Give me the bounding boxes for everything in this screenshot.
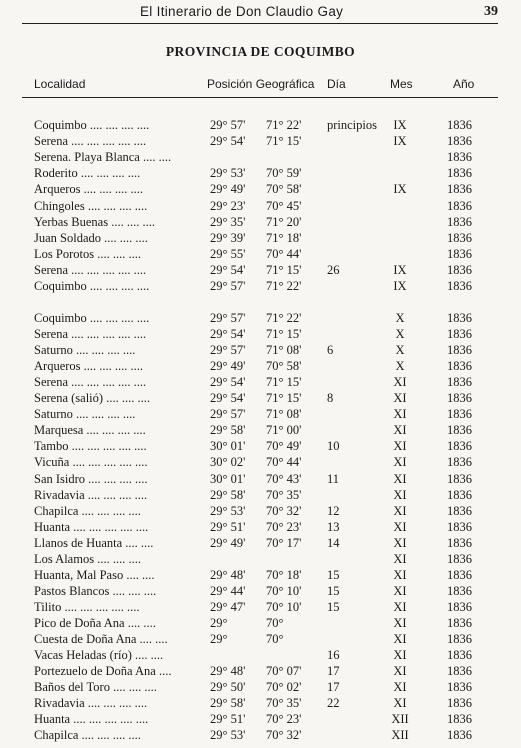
latitude-cell: 29° 58'	[210, 487, 246, 502]
table-row	[0, 375, 521, 391]
month-cell: IX	[393, 134, 407, 149]
locality-cell: Coquimbo .... .... .... ....	[34, 118, 150, 132]
day-cell: 17	[327, 680, 340, 695]
longitude-cell: 70° 44'	[266, 246, 302, 261]
longitude-cell: 70°	[266, 615, 284, 630]
latitude-cell: 29° 55'	[210, 246, 246, 261]
locality-cell: Tambo .... .... .... .... ....	[34, 439, 147, 454]
table-row	[0, 568, 521, 584]
table-row	[0, 536, 521, 552]
locality-cell: Los Porotos .... .... ....	[34, 246, 141, 261]
month-cell: XI	[393, 615, 407, 630]
latitude-cell: 29° 35'	[210, 214, 246, 229]
day-cell: 16	[327, 648, 340, 663]
month-cell: XI	[393, 503, 407, 518]
month-cell: XI	[393, 519, 407, 534]
year-cell: 1836	[447, 535, 472, 550]
year-cell: 1836	[447, 118, 472, 132]
table-row	[0, 504, 521, 520]
month-cell: XI	[393, 696, 407, 711]
year-cell: 1836	[447, 503, 472, 518]
year-cell: 1836	[447, 615, 472, 630]
month-cell: IX	[393, 262, 407, 277]
year-cell: 1836	[447, 407, 472, 422]
month-cell: XI	[393, 439, 407, 454]
latitude-cell: 29° 57'	[210, 311, 246, 325]
month-cell: X	[395, 327, 405, 342]
day-cell: 17	[327, 664, 340, 679]
year-cell: 1836	[447, 680, 472, 695]
table-header-rule	[22, 97, 498, 98]
month-cell: IX	[393, 118, 407, 132]
locality-cell: Arqueros .... .... .... ....	[34, 182, 144, 197]
longitude-cell: 71° 08'	[266, 343, 302, 358]
month-cell: XII	[391, 712, 409, 727]
page-number: 39	[484, 4, 498, 19]
latitude-cell: 29° 39'	[210, 230, 246, 245]
latitude-cell: 29° 54'	[210, 391, 246, 406]
year-cell: 1836	[447, 583, 472, 598]
table-row	[0, 728, 521, 744]
longitude-cell: 71° 00'	[266, 423, 302, 438]
table-row	[0, 327, 521, 343]
latitude-cell: 29° 51'	[210, 712, 246, 727]
latitude-cell: 29° 54'	[210, 375, 246, 390]
day-cell: 13	[327, 519, 340, 534]
month-cell: X	[395, 311, 405, 325]
longitude-cell: 71° 22'	[266, 279, 302, 293]
locality-cell: Los Alamos .... .... ....	[34, 551, 141, 566]
longitude-cell: 70° 17'	[266, 535, 302, 550]
month-cell: XI	[393, 487, 407, 502]
year-cell: 1836	[447, 375, 472, 390]
table-row	[0, 407, 521, 423]
year-cell: 1836	[447, 439, 472, 454]
header-rule	[22, 23, 498, 24]
longitude-cell: 70° 07'	[266, 664, 302, 679]
locality-cell: Arqueros .... .... .... ....	[34, 359, 144, 374]
locality-cell: San Isidro .... .... .... ....	[34, 471, 148, 486]
table-row	[0, 263, 521, 279]
locality-cell: Pastos Blancos .... .... ....	[34, 583, 157, 598]
year-cell: 1836	[447, 214, 472, 229]
latitude-cell: 30° 02'	[210, 455, 246, 470]
year-cell: 1836	[447, 166, 472, 181]
locality-cell: Serena .... .... .... .... ....	[34, 375, 147, 390]
month-cell: XI	[393, 632, 407, 646]
year-cell: 1836	[447, 182, 472, 197]
longitude-cell: 70° 45'	[266, 198, 302, 213]
longitude-cell: 70° 35'	[266, 696, 302, 711]
month-cell: XI	[393, 583, 407, 598]
longitude-cell: 70° 49'	[266, 439, 302, 454]
latitude-cell: 29°	[210, 632, 228, 646]
running-title: El Itinerario de Don Claudio Gay	[140, 4, 344, 19]
year-cell: 1836	[447, 327, 472, 342]
table-row	[0, 311, 521, 327]
table-row	[0, 600, 521, 616]
table-row	[0, 231, 521, 247]
locality-cell: Coquimbo .... .... .... ....	[34, 279, 150, 293]
day-cell: principios	[327, 118, 377, 132]
longitude-cell: 70° 02'	[266, 680, 302, 695]
column-header-position: Posición Geográfica	[207, 77, 315, 91]
table-row	[0, 215, 521, 231]
locality-cell: Serena. Playa Blanca .... ....	[34, 150, 172, 165]
table-row	[0, 488, 521, 504]
locality-cell: Juan Soldado .... .... ....	[34, 230, 148, 245]
latitude-cell: 29° 58'	[210, 696, 246, 711]
running-header	[0, 4, 521, 24]
table-row	[0, 616, 521, 632]
year-cell: 1836	[447, 455, 472, 470]
longitude-cell: 70° 44'	[266, 455, 302, 470]
year-cell: 1836	[447, 567, 472, 582]
longitude-cell: 70° 43'	[266, 471, 302, 486]
month-cell: XI	[393, 407, 407, 422]
month-cell: XI	[393, 680, 407, 695]
year-cell: 1836	[447, 311, 472, 325]
table-row	[0, 584, 521, 600]
longitude-cell: 70° 35'	[266, 487, 302, 502]
longitude-cell: 70° 23'	[266, 712, 302, 727]
table-row	[0, 166, 521, 182]
table-row	[0, 455, 521, 471]
month-cell: XII	[391, 728, 409, 743]
latitude-cell: 30° 01'	[210, 439, 246, 454]
month-cell: XI	[393, 567, 407, 582]
table-row	[0, 472, 521, 488]
longitude-cell: 71° 22'	[266, 118, 302, 132]
locality-cell: Vacas Heladas (río) .... ....	[34, 648, 164, 663]
latitude-cell: 29° 53'	[210, 166, 246, 181]
year-cell: 1836	[447, 423, 472, 438]
day-cell: 12	[327, 503, 340, 518]
year-cell: 1836	[447, 664, 472, 679]
table-row	[0, 712, 521, 728]
locality-cell: Cuesta de Doña Ana .... ....	[34, 632, 168, 646]
table-row	[0, 664, 521, 680]
longitude-cell: 70° 18'	[266, 567, 302, 582]
longitude-cell: 70° 59'	[266, 166, 302, 181]
longitude-cell: 71° 15'	[266, 375, 302, 390]
month-cell: XI	[393, 423, 407, 438]
table-row	[0, 439, 521, 455]
latitude-cell: 29° 57'	[210, 279, 246, 293]
day-cell: 11	[327, 471, 340, 486]
locality-cell: Saturno .... .... .... ....	[34, 407, 136, 422]
table-row	[0, 423, 521, 439]
locality-cell: Roderito .... .... .... ....	[34, 166, 141, 181]
locality-cell: Saturno .... .... .... ....	[34, 343, 136, 358]
latitude-cell: 30° 01'	[210, 471, 246, 486]
year-cell: 1836	[447, 262, 472, 277]
latitude-cell: 29° 49'	[210, 182, 246, 197]
longitude-cell: 71° 15'	[266, 327, 302, 342]
locality-cell: Chapilca .... .... .... ....	[34, 728, 141, 743]
longitude-cell: 70° 58'	[266, 359, 302, 374]
table-row	[0, 632, 521, 648]
table-row	[0, 343, 521, 359]
month-cell: IX	[393, 279, 407, 293]
column-header-year: Año	[453, 77, 475, 91]
locality-cell: Marquesa .... .... .... ....	[34, 423, 146, 438]
year-cell: 1836	[447, 471, 472, 486]
latitude-cell: 29°	[210, 615, 228, 630]
year-cell: 1836	[447, 712, 472, 727]
year-cell: 1836	[447, 279, 472, 293]
locality-cell: Serena .... .... .... .... ....	[34, 262, 147, 277]
year-cell: 1836	[447, 134, 472, 149]
table-row	[0, 696, 521, 712]
table-row	[0, 118, 521, 134]
year-cell: 1836	[447, 246, 472, 261]
longitude-cell: 71° 20'	[266, 214, 302, 229]
column-header-locality: Localidad	[34, 77, 86, 91]
longitude-cell: 70° 10'	[266, 583, 302, 598]
month-cell: XI	[393, 455, 407, 470]
year-cell: 1836	[447, 343, 472, 358]
month-cell: IX	[393, 182, 407, 197]
table-row	[0, 199, 521, 215]
longitude-cell: 71° 15'	[266, 391, 302, 406]
table-row	[0, 247, 521, 263]
locality-cell: Chingoles .... .... .... ....	[34, 198, 148, 213]
year-cell: 1836	[447, 696, 472, 711]
column-header-day: Día	[327, 77, 346, 91]
longitude-cell: 70° 23'	[266, 519, 302, 534]
locality-cell: Pico de Doña Ana .... ....	[34, 615, 156, 630]
longitude-cell: 71° 22'	[266, 311, 302, 325]
table-row	[0, 520, 521, 536]
longitude-cell: 71° 08'	[266, 407, 302, 422]
latitude-cell: 29° 44'	[210, 583, 246, 598]
table-row	[0, 134, 521, 150]
year-cell: 1836	[447, 487, 472, 502]
year-cell: 1836	[447, 198, 472, 213]
year-cell: 1836	[447, 551, 472, 566]
locality-cell: Tilito .... .... .... .... ....	[34, 599, 140, 614]
latitude-cell: 29° 53'	[210, 728, 246, 743]
year-cell: 1836	[447, 230, 472, 245]
latitude-cell: 29° 49'	[210, 535, 246, 550]
day-cell: 22	[327, 696, 340, 711]
month-cell: XI	[393, 648, 407, 663]
locality-cell: Baños del Toro .... .... ....	[34, 680, 157, 695]
day-cell: 10	[327, 439, 340, 454]
table-row	[0, 150, 521, 166]
latitude-cell: 29° 23'	[210, 198, 246, 213]
locality-cell: Serena .... .... .... .... ....	[34, 327, 147, 342]
day-cell: 15	[327, 583, 340, 598]
latitude-cell: 29° 53'	[210, 503, 246, 518]
year-cell: 1836	[447, 632, 472, 646]
month-cell: XI	[393, 551, 407, 566]
longitude-cell: 70° 32'	[266, 728, 302, 743]
table-row	[0, 648, 521, 664]
table-row	[0, 279, 521, 295]
locality-cell: Chapilca .... .... .... ....	[34, 503, 141, 518]
month-cell: XI	[393, 535, 407, 550]
latitude-cell: 29° 54'	[210, 327, 246, 342]
latitude-cell: 29° 57'	[210, 118, 246, 132]
locality-cell: Yerbas Buenas .... .... ....	[34, 214, 155, 229]
table-row	[0, 359, 521, 375]
locality-cell: Portezuelo de Doña Ana ....	[34, 664, 172, 679]
year-cell: 1836	[447, 728, 472, 743]
latitude-cell: 29° 51'	[210, 519, 246, 534]
table-row	[0, 182, 521, 198]
month-cell: XI	[393, 391, 407, 406]
day-cell: 6	[327, 343, 334, 358]
table-row	[0, 552, 521, 568]
month-cell: XI	[393, 375, 407, 390]
day-cell: 8	[327, 391, 334, 406]
month-cell: X	[395, 343, 405, 358]
day-cell: 15	[327, 599, 340, 614]
locality-cell: Vicuña .... .... .... .... ....	[34, 455, 148, 470]
locality-cell: Llanos de Huanta .... ....	[34, 535, 154, 550]
longitude-cell: 71° 15'	[266, 262, 302, 277]
day-cell: 26	[327, 262, 340, 277]
longitude-cell: 70°	[266, 632, 284, 646]
month-cell: XI	[393, 599, 407, 614]
locality-cell: Serena (salió) .... .... ....	[34, 391, 150, 406]
locality-cell: Rivadavia .... .... .... ....	[34, 696, 148, 711]
section-title: PROVINCIA DE COQUIMBO	[165, 44, 356, 59]
year-cell: 1836	[447, 648, 472, 663]
latitude-cell: 29° 57'	[210, 343, 246, 358]
column-header-month: Mes	[390, 77, 413, 91]
locality-cell: Huanta, Mal Paso .... ....	[34, 567, 155, 582]
table-row	[0, 391, 521, 407]
month-cell: XI	[393, 471, 407, 486]
day-cell: 15	[327, 567, 340, 582]
table-row	[0, 680, 521, 696]
year-cell: 1836	[447, 519, 472, 534]
locality-cell: Rivadavia .... .... .... ....	[34, 487, 148, 502]
latitude-cell: 29° 50'	[210, 680, 246, 695]
latitude-cell: 29° 58'	[210, 423, 246, 438]
longitude-cell: 70° 32'	[266, 503, 302, 518]
year-cell: 1836	[447, 359, 472, 374]
month-cell: X	[395, 359, 405, 374]
day-cell: 14	[327, 535, 340, 550]
locality-cell: Serena .... .... .... .... ....	[34, 134, 147, 149]
locality-cell: Huanta .... .... .... .... ....	[34, 712, 149, 727]
latitude-cell: 29° 47'	[210, 599, 246, 614]
latitude-cell: 29° 54'	[210, 134, 246, 149]
latitude-cell: 29° 48'	[210, 664, 246, 679]
longitude-cell: 70° 58'	[266, 182, 302, 197]
longitude-cell: 71° 15'	[266, 134, 302, 149]
latitude-cell: 29° 48'	[210, 567, 246, 582]
locality-cell: Huanta .... .... .... .... ....	[34, 519, 149, 534]
latitude-cell: 29° 54'	[210, 262, 246, 277]
longitude-cell: 70° 10'	[266, 599, 302, 614]
year-cell: 1836	[447, 150, 472, 165]
longitude-cell: 71° 18'	[266, 230, 302, 245]
year-cell: 1836	[447, 391, 472, 406]
year-cell: 1836	[447, 599, 472, 614]
locality-cell: Coquimbo .... .... .... ....	[34, 311, 150, 325]
latitude-cell: 29° 49'	[210, 359, 246, 374]
latitude-cell: 29° 57'	[210, 407, 246, 422]
month-cell: XI	[393, 664, 407, 679]
